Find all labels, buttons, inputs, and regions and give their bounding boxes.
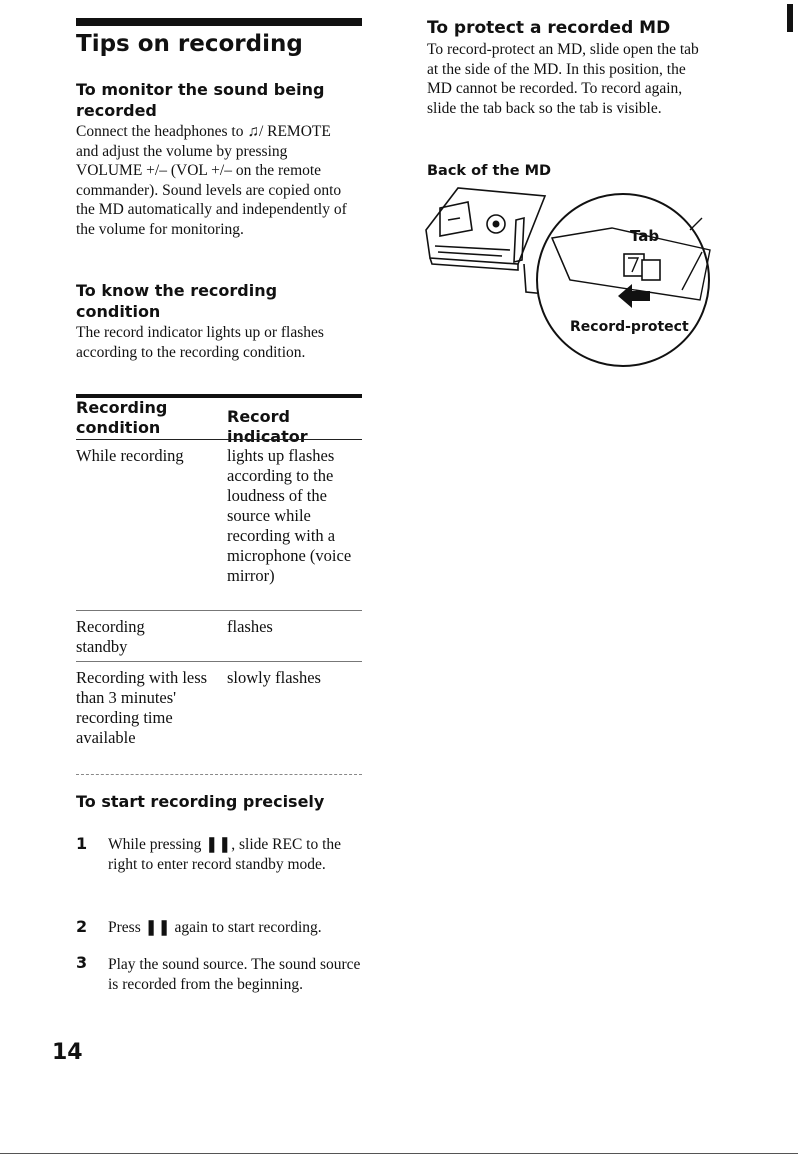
- page-number: 14: [52, 1040, 83, 1065]
- step-number: 1: [76, 834, 88, 853]
- disc-hub-icon: [487, 215, 505, 233]
- table-cell-indicator: slowly flashes: [227, 668, 321, 687]
- table-cell-condition: Recording standby: [76, 617, 145, 656]
- condition-heading: To know the recording condition: [76, 281, 278, 321]
- steps-list: [76, 834, 366, 1034]
- step-text: Play the sound source. The sound source is recorded from the beginning.: [108, 956, 361, 993]
- condition-body: The record indicator lights up or flashes according to the recording condition.: [76, 324, 324, 361]
- md-cartridge: [426, 188, 546, 294]
- figure-caption: Back of the MD: [427, 163, 552, 179]
- table-row-rule: [76, 661, 362, 662]
- table-header-condition: Recording condition: [76, 398, 168, 437]
- title-rule: [76, 18, 362, 26]
- table-header-rule: [76, 439, 362, 440]
- table-header-indicator: Record indicator: [227, 407, 308, 446]
- page-bottom-rule: [0, 1153, 798, 1154]
- md-illustration: [420, 180, 720, 380]
- magnifier-circle: [537, 194, 710, 366]
- table-row-rule: [76, 610, 362, 611]
- table-cell-indicator: flashes: [227, 617, 273, 636]
- record-protect-label: Record-protect: [570, 319, 689, 335]
- edge-tab-marker: [787, 4, 793, 32]
- table-bottom-rule: [76, 774, 362, 775]
- table-cell-condition: While recording: [76, 446, 184, 465]
- page-title: Tips on recording: [76, 31, 303, 57]
- step-text: While pressing ❚❚, slide REC to the right to enter record standby mode.: [108, 836, 342, 873]
- table-cell-condition: Recording with less than 3 minutes' recording time available: [76, 668, 208, 747]
- step-text: Press ❚❚ again to start recording.: [108, 919, 322, 936]
- precise-heading: To start recording precisely: [76, 792, 325, 811]
- step-number: 2: [76, 917, 88, 936]
- table-cell-indicator: lights up flashes according to the loudness of the source while recording with a microphone (voice mirror): [227, 446, 352, 585]
- step-number: 3: [76, 953, 88, 972]
- tab-label: Tab: [630, 227, 660, 245]
- monitor-heading: To monitor the sound being recorded: [76, 80, 325, 120]
- monitor-body: Connect the headphones to ♫/ REMOTE and adjust the volume by pressing VOLUME +/– (VOL +/– on the remote commander). Sound levels are copied onto the MD automatically and independently of the volume for monitoring.: [76, 123, 347, 238]
- protect-body: To record-protect an MD, slide open the tab at the side of the MD. In this position, the MD cannot be recorded. To record again, slide the tab back so the tab is visible.: [427, 41, 699, 117]
- protect-heading: To protect a recorded MD: [427, 18, 671, 38]
